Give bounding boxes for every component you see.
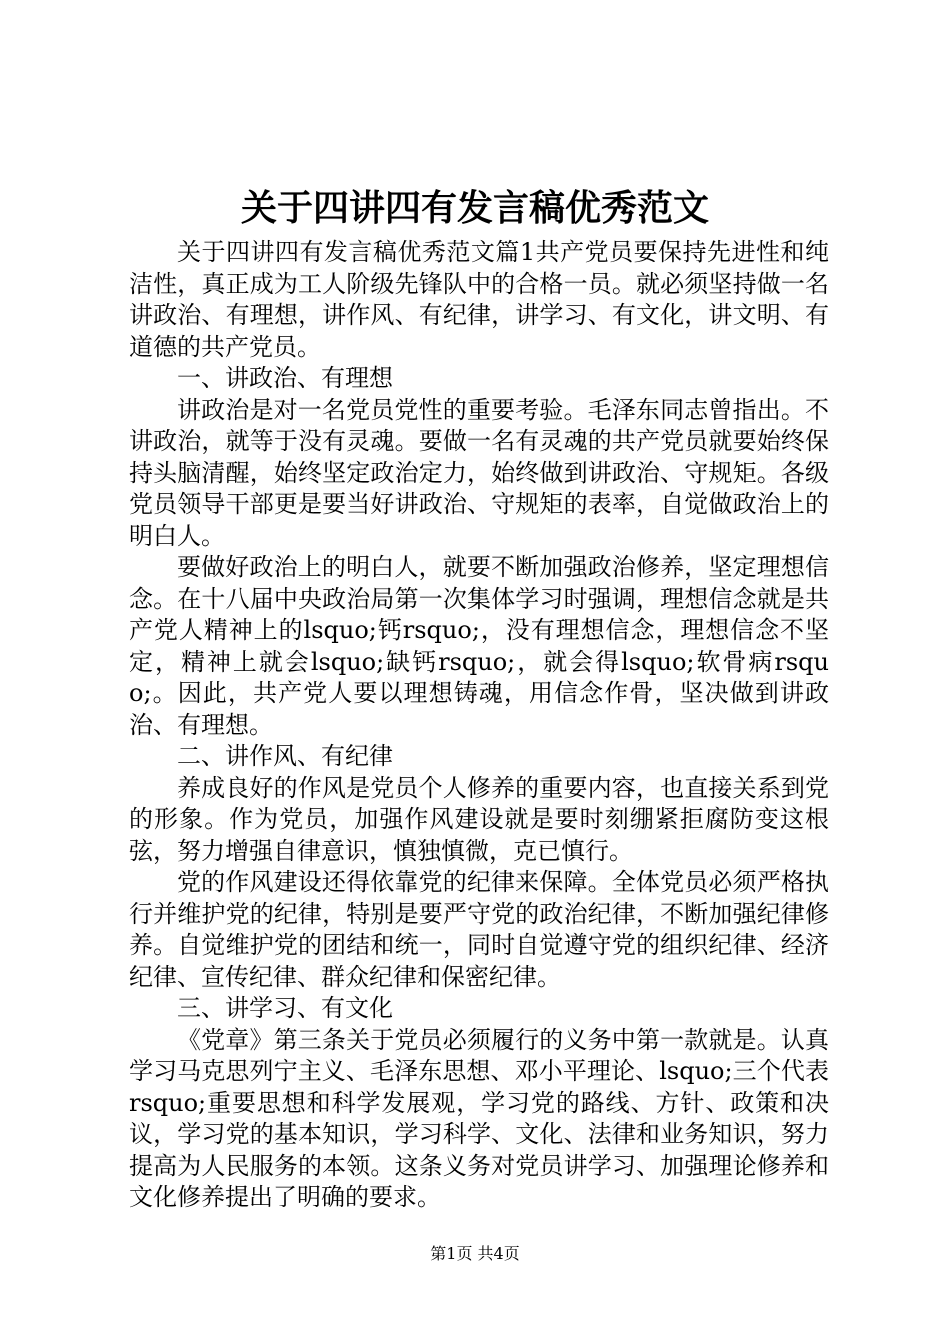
- document-body: [129, 237, 829, 1214]
- page-footer: 第1页 共4页: [430, 1244, 520, 1263]
- section-heading: 三、讲学习、有文化: [177, 994, 393, 1022]
- paragraph: 党的作风建设还得依靠党的纪律来保障。全体党员必须严格执行并维护党的纪律，特别是要严守党的政治纪律，不断加强纪律修养。自觉维护党的团结和统一，同时自觉遵守党的组织纪律、经济纪律、宣传纪律、群众纪律和保密纪律。: [129, 868, 829, 991]
- paragraph: 讲政治是对一名党员党性的重要考验。毛泽东同志曾指出。不讲政治，就等于没有灵魂。要做一名有灵魂的共产党员就要始终保持头脑清醒，始终坚定政治定力，始终做到讲政治、守规矩。各级党员领导干部更是要当好讲政治、守规矩的表率，自觉做政治上的明白人。: [129, 395, 829, 550]
- paragraph: 关于四讲四有发言稿优秀范文篇1共产党员要保持先进性和纯洁性，真正成为工人阶级先锋队中的合格一员。就必须坚持做一名讲政治、有理想，讲作风、有纪律，讲学习、有文化，讲文明、有道德的共产党员。: [129, 238, 829, 361]
- paragraph: 要做好政治上的明白人，就要不断加强政治修养，坚定理想信念。在十八届中央政治局第一次集体学习时强调，理想信念就是共产党人精神上的lsquo;钙rsquo;，没有理想信念，理想信念不坚定，精神上就会lsquo;缺钙rsquo;，就会得lsquo;软骨病rsquo;。因此，共产党人要以理想铸魂，用信念作骨，坚决做到讲政治、有理想。: [129, 553, 829, 739]
- paragraph: 《党章》第三条关于党员必须履行的义务中第一款就是。认真学习马克思列宁主义、毛泽东思想、邓小平理论、lsquo;三个代表rsquo;重要思想和科学发展观，学习党的路线、方针、政策和决议，学习党的基本知识，学习科学、文化、法律和业务知识，努力提高为人民服务的本领。这条义务对党员讲学习、加强理论修养和文化修养提出了明确的要求。: [129, 1025, 829, 1211]
- section-heading: 一、讲政治、有理想: [177, 364, 393, 392]
- paragraph: 养成良好的作风是党员个人修养的重要内容，也直接关系到党的形象。作为党员，加强作风建设就是要时刻绷紧拒腐防变这根弦，努力增强自律意识，慎独慎微，克已慎行。: [129, 773, 829, 865]
- document-title: 关于四讲四有发言稿优秀范文: [240, 188, 709, 229]
- section-heading: 二、讲作风、有纪律: [177, 742, 393, 770]
